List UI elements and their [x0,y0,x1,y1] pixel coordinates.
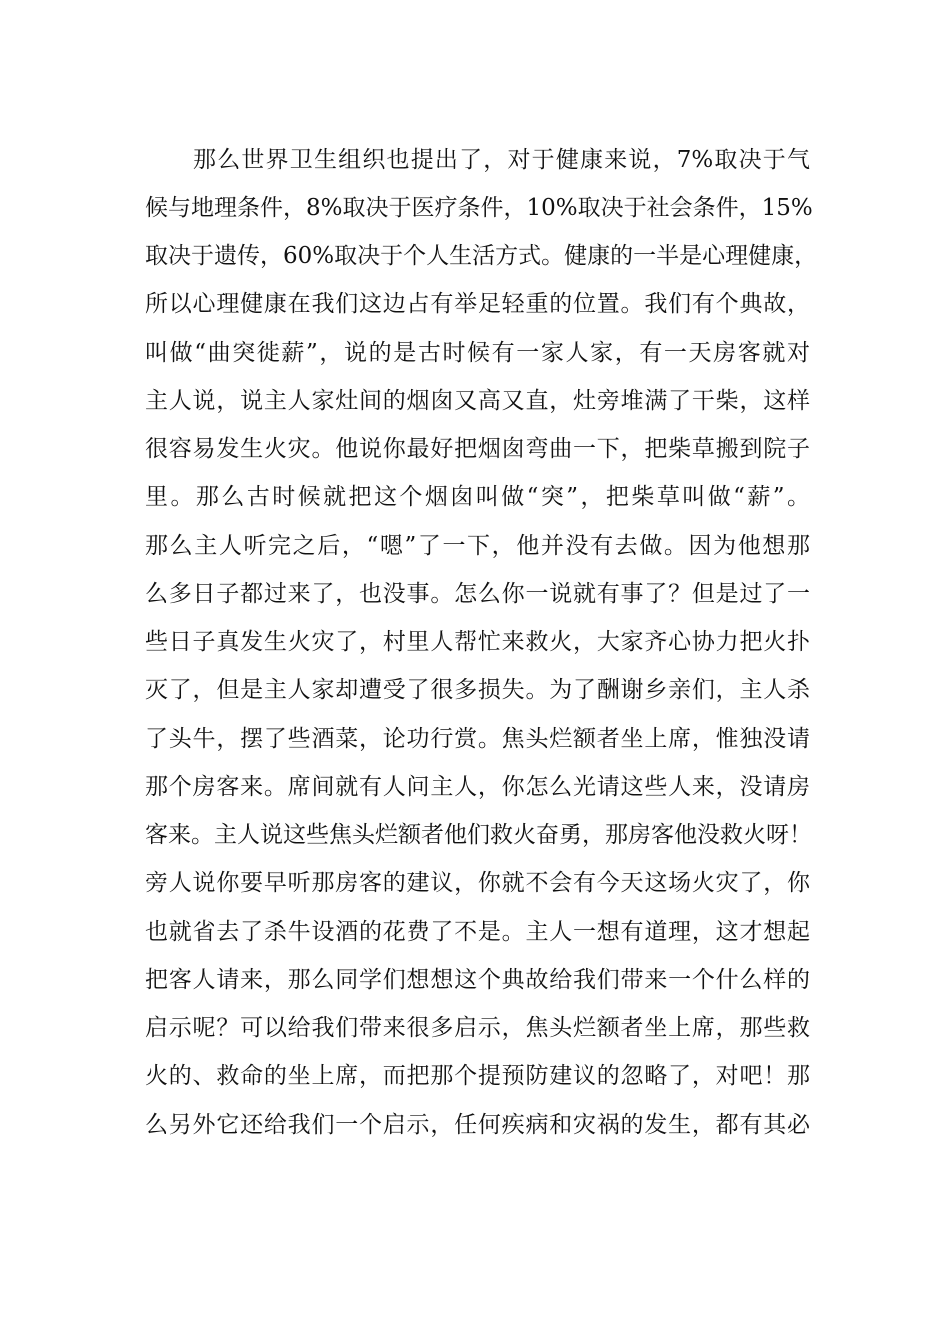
paragraph-line-3: 取决于遗传，60%取决于个人生活方式。健康的一半是心理健康， [145,243,818,269]
paragraph-line-16: 旁人说你要早听那房客的建议，你就不会有今天这场火灾了，你 [145,870,810,896]
paragraph-line-21: 么另外它还给我们一个启示，任何疾病和灾祸的发生，都有其必 [145,1112,810,1138]
paragraph-line-13: 了头牛，摆了些酒菜，论功行赏。焦头烂额者坐上席，惟独没请 [145,726,810,752]
paragraph-line-10: 么多日子都过来了，也没事。怎么你一说就有事了？但是过了一 [145,581,810,607]
paragraph-line-1: 那么世界卫生组织也提出了，对于健康来说，7%取决于气 [193,147,810,173]
paragraph-line-15: 客来。主人说这些焦头烂额者他们救火奋勇，那房客他没救火呀！ [145,822,812,848]
paragraph-line-12: 灭了，但是主人家却遭受了很多损失。为了酬谢乡亲们，主人杀 [145,677,810,703]
paragraph-line-6: 主人说，说主人家灶间的烟囱又高又直，灶旁堆满了干柴，这样 [145,388,810,414]
paragraph-line-14: 那个房客来。席间就有人问主人，你怎么光请这些人来，没请房 [145,774,810,800]
paragraph-line-7: 很容易发生火灾。他说你最好把烟囱弯曲一下，把柴草搬到院子 [145,436,810,462]
paragraph-line-4: 所以心理健康在我们这边占有举足轻重的位置。我们有个典故， [145,291,810,317]
paragraph-line-9: 那么主人听完之后，“嗯”了一下，他并没有去做。因为他想那 [145,533,810,559]
paragraph-line-17: 也就省去了杀牛设酒的花费了不是。主人一想有道理，这才想起 [145,919,810,945]
paragraph-line-11: 些日子真发生火灾了，村里人帮忙来救火，大家齐心协力把火扑 [145,629,810,655]
paragraph-line-20: 火的、救命的坐上席，而把那个提预防建议的忽略了，对吧！那 [145,1063,810,1089]
paragraph-line-18: 把客人请来，那么同学们想想这个典故给我们带来一个什么样的 [145,967,810,993]
paragraph-line-2: 候与地理条件，8%取决于医疗条件，10%取决于社会条件，15% [145,195,813,221]
paragraph-line-8: 里。那么古时候就把这个烟囱叫做“突”，把柴草叫做“薪”。 [145,484,810,510]
paragraph-line-19: 启示呢？可以给我们带来很多启示，焦头烂额者坐上席，那些救 [145,1015,810,1041]
paragraph-line-5: 叫做“曲突徙薪”，说的是古时候有一家人家，有一天房客就对 [145,340,810,366]
